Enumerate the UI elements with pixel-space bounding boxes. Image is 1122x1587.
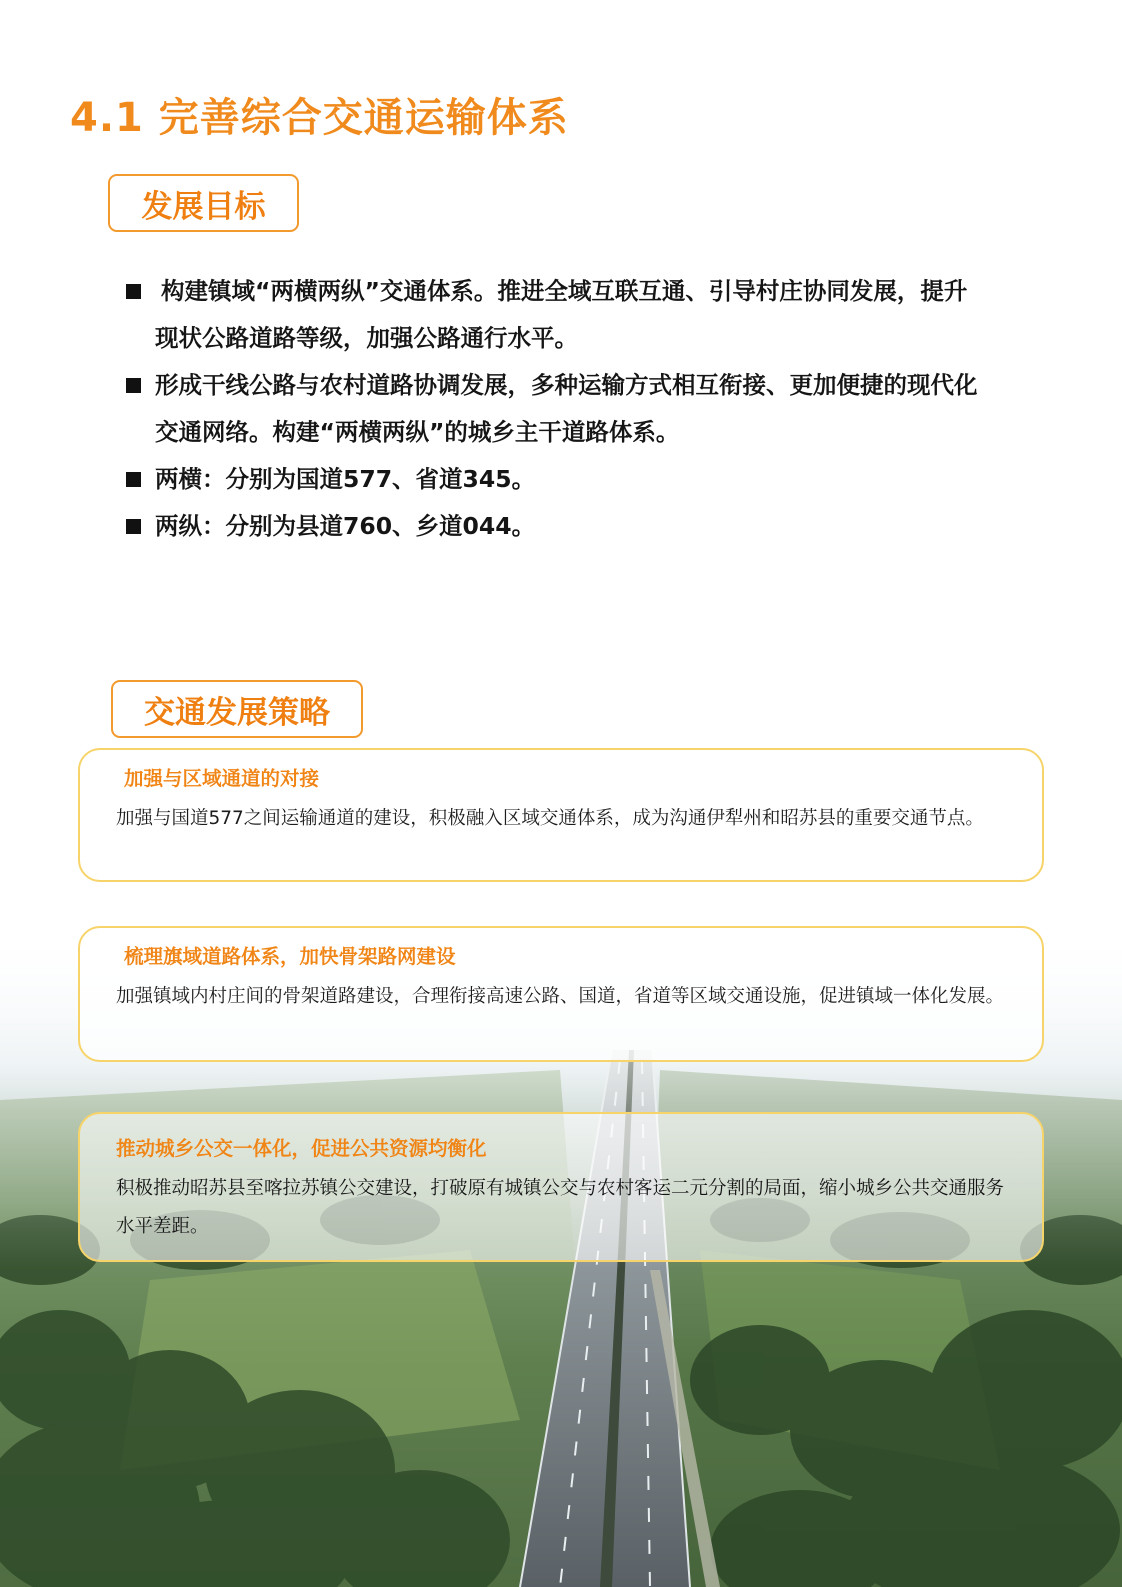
square-bullet-icon [126,284,141,299]
strategy-card-body: 加强与国道577之间运输通道的建设，积极融入区域交通体系，成为沟通伊犁州和昭苏县的重要交通节点。 [116,808,984,829]
goal-item-text: 两纵：分别为县道760、乡道044。 [155,512,536,540]
goal-item [124,268,984,362]
strategy-card [78,926,1044,1062]
goal-item [124,362,984,456]
goal-section-heading: 发展目标 [108,174,299,232]
square-bullet-icon [126,519,141,534]
strategy-card-body: 积极推动昭苏县至喀拉苏镇公交建设，打破原有城镇公交与农村客运二元分割的局面，缩小城乡公共交通服务水平差距。 [116,1178,1005,1237]
goal-item-text: 构建镇域“两横两纵”交通体系。推进全域互联互通、引导村庄协同发展，提升现状公路道路等级，加强公路通行水平。 [155,277,968,352]
strategy-card [78,748,1044,882]
strategy-section-heading: 交通发展策略 [111,680,363,738]
page-title: 4.1 完善综合交通运输体系 [70,95,569,141]
goal-list [124,268,984,550]
strategy-card-title: 梳理旗域道路体系，加快骨架路网建设 [124,945,456,968]
goal-item-text: 两横：分别为国道577、省道345。 [155,465,536,493]
strategy-card-body: 加强镇域内村庄间的骨架道路建设，合理衔接高速公路、国道，省道等区域交通设施，促进镇域一体化发展。 [116,986,1005,1007]
goal-item [124,456,984,503]
strategy-card-title: 推动城乡公交一体化，促进公共资源均衡化 [116,1137,487,1160]
strategy-card-title: 加强与区域通道的对接 [124,767,320,790]
goal-item [124,503,984,550]
goal-item-text: 形成干线公路与农村道路协调发展，多种运输方式相互衔接、更加便捷的现代化交通网络。构建“两横两纵”的城乡主干道路体系。 [155,371,978,446]
strategy-card [78,1112,1044,1262]
square-bullet-icon [126,378,141,393]
square-bullet-icon [126,472,141,487]
